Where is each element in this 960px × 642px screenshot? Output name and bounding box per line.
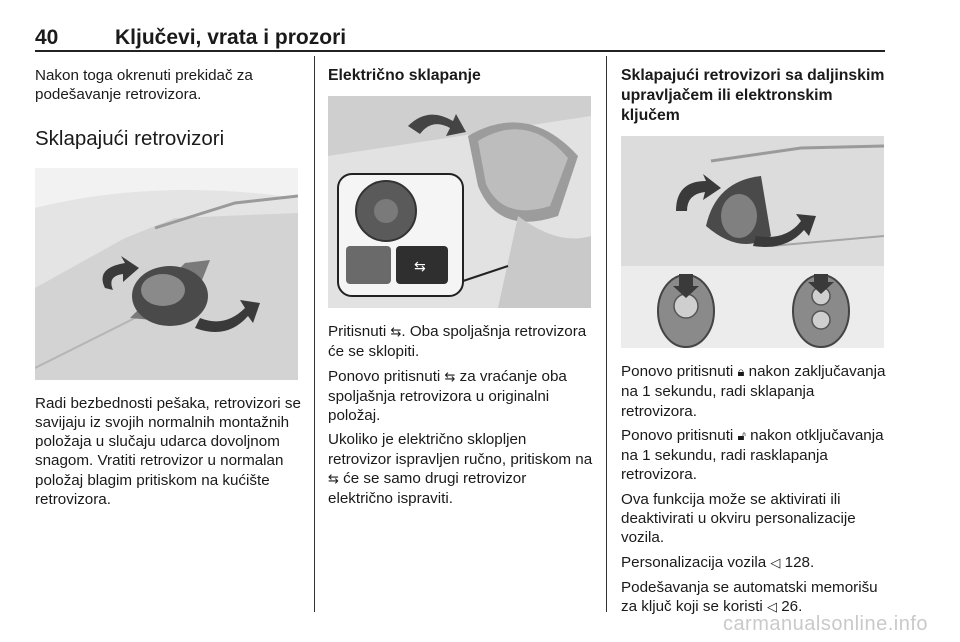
column-2 — [328, 66, 593, 514]
section-heading-electric-folding: Električno sklapanje — [328, 67, 481, 84]
header-rule — [35, 50, 885, 52]
electric-fold-text-1: Pritisnuti ⇆. Oba spoljašnja retrovizora će se sklopiti. — [328, 323, 587, 361]
remote-fold-text-2: Ponovo pritisnuti 🔓︎ nakon otključavanja na 1 sekundu, radi rasklapanja retrovizora. — [621, 426, 884, 484]
electric-fold-text-3: Ukoliko je električno sklopljen retrovizor ispravljen ručno, pritiskom na ⇆ će se samo drugi retrovizor električno ispraviti. — [328, 431, 593, 508]
page-header — [35, 26, 885, 48]
safety-text: Radi bezbednosti pešaka, retrovizori se savijaju iz svojih normalnih montažnih položaja u slučaju udarca dovoljnom snagom. Vratiti retrovizor u normalan položaj blagim pritiskom na kućište retrovizora. — [35, 394, 301, 509]
intro-text: Nakon toga okrenuti prekidač za podešavanje retrovizora. — [35, 67, 253, 104]
page-reference-icon: ◁ — [767, 600, 778, 616]
fold-switch-icon: ⇆ — [390, 325, 402, 340]
electric-fold-text-2: Ponovo pritisnuti ⇆ za vraćanje oba spoljašnja retrovizora u originalni položaj. — [328, 367, 567, 425]
page-number: 40 — [35, 26, 59, 49]
section-heading-remote-folding: Sklapajući retrovizori sa daljinskim upravljačem ili elektronskim ključem — [621, 67, 885, 124]
section-heading-folding-mirrors: Sklapajući retrovizori — [35, 126, 225, 150]
personalization-reference: Personalizacija vozila ◁ 128. — [621, 553, 815, 571]
remote-key-fold-illustration — [621, 136, 884, 348]
fold-switch-icon: ⇆ — [328, 472, 339, 488]
chapter-title: Ključevi, vrata i prozori — [115, 26, 347, 49]
mirror-switch-illustration — [328, 96, 591, 308]
remote-fold-text-1: Ponovo pritisnuti 🔒︎ nakon zaključavanja na 1 sekundu, radi sklapanja retrovizora. — [621, 363, 886, 420]
page-reference-icon: ◁ — [770, 555, 781, 571]
mirror-fold-illustration — [35, 168, 298, 380]
column-3 — [621, 66, 889, 623]
lock-icon: 🔒︎ — [737, 365, 745, 380]
column-1 — [35, 66, 305, 514]
fold-switch-icon: ⇆ — [444, 369, 456, 385]
key-memory-reference: Podešavanja se automatski memorišu za ključ koji se koristi ◁ 26. — [621, 578, 878, 616]
column-divider-1 — [314, 56, 315, 612]
watermark: carmanualsonline.info — [722, 613, 928, 635]
svg-text:⇆: ⇆ — [414, 259, 426, 275]
remote-fold-text-3: Ova funkcija može se aktivirati ili deaktivirati u okviru personalizacije vozila. — [621, 490, 856, 547]
column-divider-2 — [606, 56, 607, 612]
unlock-icon: 🔓︎ — [737, 428, 746, 444]
